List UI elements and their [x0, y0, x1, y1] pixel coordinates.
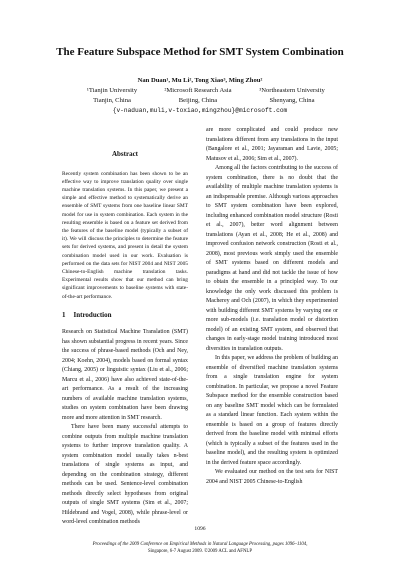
body-paragraph: In this paper, we address the problem of building an ensemble of diversified machine translation systems from a single translation engine for system combination. In particular, we propose a novel Feature Subspace method for the ensemble construction based on any baseline SMT model which can be formulated as a standard linear function. Each system within the ensemble is based on a group of features directly derived from the baseline model with minimal efforts (which is typically a subset of the features used in the baseline model), and the resulting system is optimized in the derived feature space accordingly. [206, 355, 338, 466]
section-title: Introduction [73, 310, 112, 319]
body-paragraph: Research on Statistical Machine Translation (SMT) has shown substantial progress in recent years. Since the success of phrase-based methods (Och and Ney, 2004; Koehn, 2004), models based on formal syntax (Chiang, 2005) or linguistic syntax (Liu et al., 2006; Marcu et al., 2006) have also achieved state-of-the-art performance. As a result of the increasing numbers of available machine translation systems, studies on system combination have been drawing more and more attention in SMT research. [62, 329, 188, 421]
page-number: 1096 [194, 526, 206, 532]
footer-line-1: Proceedings of the 2009 Conference on Empirical Methods in Natural Language Processing, pages 1096–1104, [92, 542, 308, 547]
affiliation-name: ³Northeastern University [259, 87, 325, 94]
affiliation-name: ¹Tianjin University [86, 87, 138, 94]
affiliation-city: Shenyang, China [269, 97, 315, 104]
author-emails: {v-naduan,muli,v-toxiao,mingzhou}@microsoft.com [112, 107, 288, 114]
affiliation-3 [222, 86, 362, 106]
right-column [206, 126, 338, 487]
author-names: Nan Duan¹, Mu Li², Tong Xiao³, Ming Zhou² [137, 77, 263, 84]
body-paragraph: Among all the factors contributing to the success of system combination, there is no doubt that the availability of multiple machine translation systems is an indispensable premise. Although various approaches to SMT system combination have been explored, including enhanced combination model structure (Rosti et al., 2007), better word alignment between translations (Ayan et al., 2008; He et al., 2008) and improved confusion network construction (Rosti et al., 2008), most previous work simply used the ensemble of SMT systems based on different models and paradigms at hand and did not tackle the issue of how to obtain the ensemble in a principled way. To our knowledge the only work discussed this problem is Macherey and Och (2007), in which they experimented with building different SMT systems by varying one or more sub-models (i.e. translation model or distortion model) of an existing SMT system, and observed that changes in early-stage model training introduced most diversities in translation outputs. [206, 165, 338, 352]
proceedings-footer [0, 541, 400, 555]
body-paragraph: We evaluated our method on the test sets for NIST 2004 and NIST 2005 Chinese-to-English [206, 469, 338, 485]
footer-line-2: Singapore, 6-7 August 2009. ©2009 ACL and AFNLP [147, 549, 253, 554]
body-paragraph: are more complicated and could produce new translations different from any translations in the input (Bangalore et al., 2001; Jayaraman and Lavie, 2005; Matusov et al., 2006; Sim et al., 2007). [206, 127, 338, 162]
left-column [62, 150, 188, 528]
paper-title: The Feature Subspace Method for SMT System Combination [56, 46, 344, 58]
section-number: 1 [62, 310, 66, 319]
affiliation-city: Tianjin, China [93, 97, 131, 104]
body-paragraph: There have been many successful attempts to combine outputs from multiple machine translation systems to further improve translation quality. A system combination model usually takes n-best translations of single systems as input, and depending on the combination strategy, different methods can be used. Sentence-level combination methods directly select hypotheses from original outputs of single SMT systems (Sim et al., 2007; Hildebrand and Vogel, 2008), while phrase-level or word-level combination methods [62, 424, 188, 526]
abstract-text: Recently system combination has been shown to be an effective way to improve translation quality over single machine translation systems. In this paper, we present a simple and effective method to systematically derive an ensemble of SMT systems from one baseline linear SMT model for use in system combination. Each system in the resulting ensemble is based on a feature set derived from the features of the baseline model (typically a subset of it). We will discuss the principles to determine the feature sets for derived systems, and present in detail the system combination model used in our work. Evaluation is performed on the data sets for NIST 2004 and NIST 2005 Chinese-to-English machine translation tasks. Experimental results show that our method can bring significant improvements to baseline systems with state-of-the-art performance. [62, 170, 188, 300]
section-heading [62, 311, 188, 321]
abstract-heading: Abstract [111, 150, 139, 158]
affiliation-name: ²Microsoft Research Asia [164, 87, 232, 94]
affiliation-city: Beijing, China [178, 97, 218, 104]
